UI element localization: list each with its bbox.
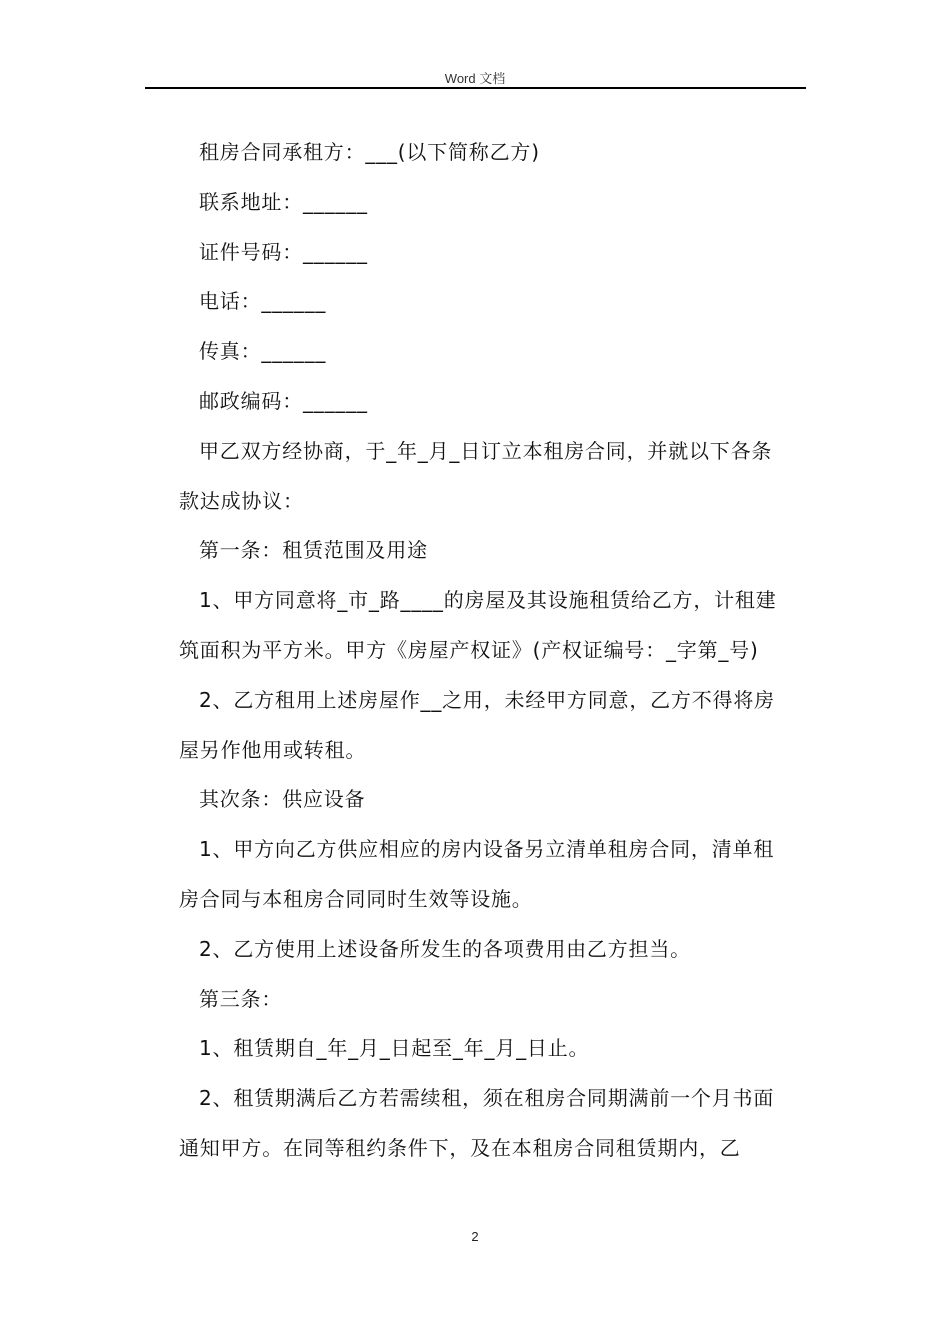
address-line: 联系地址：______ — [199, 189, 368, 214]
article-1-heading: 第一条：租赁范围及用途 — [199, 538, 428, 563]
phone-line: 电话：______ — [199, 289, 327, 314]
article-3-clause-2: 2、租赁期满后乙方若需续租，须在租房合同期满前一个月书面通知甲方。在同等租约条件下，及在本租房合同租赁期内，乙 — [179, 1086, 775, 1160]
header-divider — [145, 87, 806, 89]
page-header: Word 文档 — [444, 71, 506, 86]
agreement-intro: 甲乙双方经协商，于_年_月_日订立本租房合同，并就以下各条款达成协议： — [179, 438, 773, 513]
page-number: 2 — [471, 1229, 479, 1244]
article-2-clause-2: 2、乙方使用上述设备所发生的各项费用由乙方担当。 — [199, 936, 691, 961]
article-2-heading: 其次条：供应设备 — [199, 787, 366, 812]
article-1-clause-1: 1、甲方同意将_市_路____的房屋及其设施租赁给乙方，计租建筑面积为平方米。甲方《房屋产权证》(产权证编号：_字第_号) — [179, 588, 777, 662]
article-1-clause-2: 2、乙方租用上述房屋作__之用，未经甲方同意，乙方不得将房屋另作他用或转租。 — [179, 687, 775, 762]
document-body — [179, 128, 791, 1174]
tenant-line: 租房合同承租方：___(以下简称乙方) — [199, 140, 540, 164]
fax-line: 传真：______ — [199, 339, 327, 364]
article-2-clause-1: 1、甲方向乙方供应相应的房内设备另立清单租房合同，清单租房合同与本租房合同同时生效等设施。 — [179, 837, 775, 911]
article-3-clause-1: 1、租赁期自_年_月_日起至_年_月_日止。 — [199, 1036, 590, 1061]
article-3-heading: 第三条： — [199, 986, 283, 1011]
postcode-line: 邮政编码：______ — [199, 388, 368, 413]
id-number-line: 证件号码：______ — [199, 239, 368, 264]
